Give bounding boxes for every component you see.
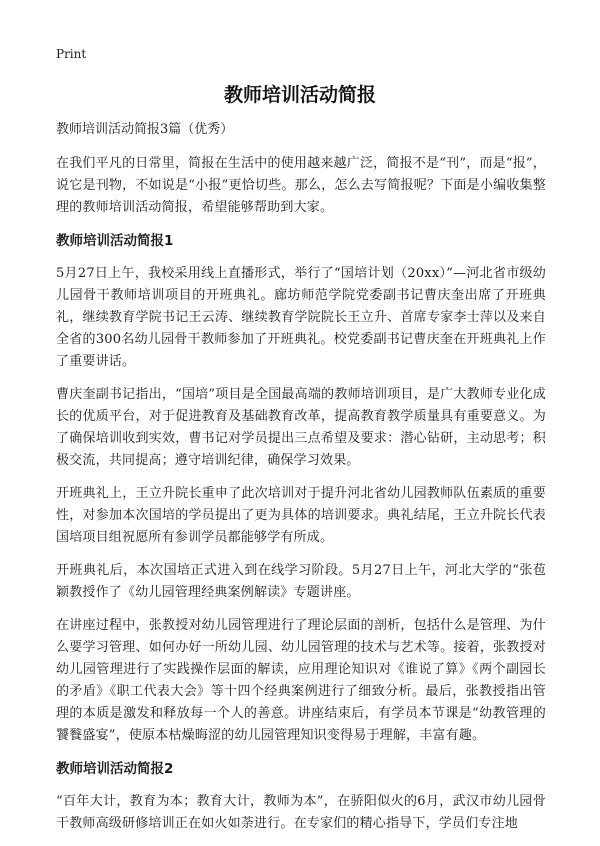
section-heading-2: 教师培训活动简报2 (56, 761, 174, 777)
paragraph: 在讲座过程中，张教授对幼儿园管理进行了理论层面的剖析，包括什么是管理、为什么要学习管理、如何办好一所幼儿园、幼儿园管理的技术与艺术等。接着，张教授对幼儿园管理进行了实践操作层面的解读，应用理论知识对《谁说了算》《两个副园长的矛盾》《职工代表大会》等十四个经典案例进行了细致分析。最后，张教授指出管理的本质是激发和释放每一个人的善意。讲座结束后，有学员本节课是“幼教管理的饕餮盛宴”，使原本枯燥晦涩的幼儿园管理知识变得易于理解，丰富有趣。 (56, 618, 546, 743)
print-link[interactable]: Print (56, 47, 87, 61)
intro-paragraph: 在我们平凡的日常里，简报在生活中的使用越来越广泛，简报不是“刊”，而是“报”，说它是刊物，不如说是“小报”更恰切些。那么，怎么去写简报呢？下面是小编收集整理的教师培训活动简报，希望能够帮助到大家。 (56, 156, 546, 215)
section-heading-1: 教师培训活动简报1 (56, 233, 174, 249)
document-title: 教师培训活动简报 (223, 84, 376, 106)
paragraph: 曹庆奎副书记指出，“国培”项目是全国最高端的教师培训项目，是广大教师专业化成长的优质平台，对于促进教育及基础教育改革，提高教育教学质量具有重要意义。为了确保培训收到实效，曹书记对学员提出三点希望及要求：潜心钻研，主动思考；积极交流，共同提高；遵守培训纪律，确保学习效果。 (56, 387, 546, 468)
paragraph: “百年大计，教育为本；教育大计，教师为本”，在骄阳似火的6月，武汉市幼儿园骨干教师高级研修培训正在如火如荼进行。在专家们的精心指导下，学员们专注地 (56, 794, 546, 831)
paragraph: 5月27日上午，我校采用线上直播形式，举行了“国培计划（20xx）”—河北省市级幼儿园骨干教师培训项目的开班典礼。廊坊师范学院党委副书记曹庆奎出席了开班典礼，继续教育学院书记王云涛、继续教育学院院长王立升、首席专家李士萍以及来自全省的300名幼儿园骨干教师参加了开班典礼。校党委副书记曹庆奎在开班典礼上作了重要讲话。 (56, 266, 546, 369)
document-subtitle: 教师培训活动简报3篇（优秀） (56, 122, 234, 137)
paragraph: 开班典礼上，王立升院长重申了此次培训对于提升河北省幼儿园教师队伍素质的重要性，对参加本次国培的学员提出了更为具体的培训要求。典礼结尾，王立升院长代表国培项目组祝愿所有参训学员都能够学有所成。 (56, 486, 546, 545)
paragraph: 开班典礼后，本次国培正式进入到在线学习阶段。5月27日上午，河北大学的“张苞颖教授作了《幼儿园管理经典案例解读》专题讲座。 (56, 563, 546, 600)
document-body (56, 119, 546, 846)
